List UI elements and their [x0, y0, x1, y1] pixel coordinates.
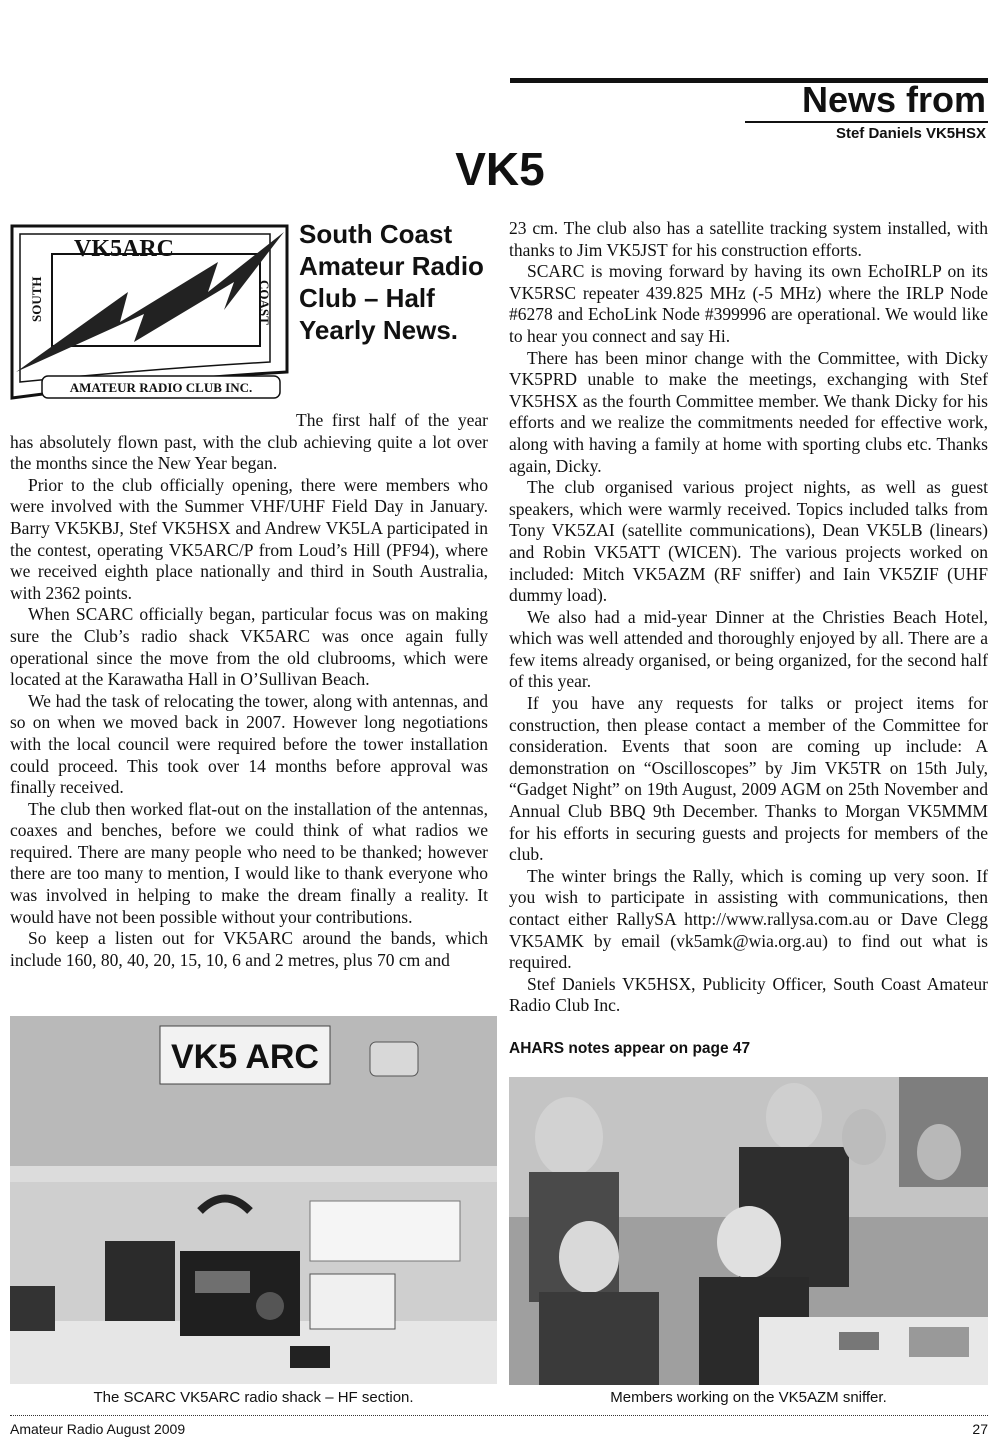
section-author: Stef Daniels VK5HSX — [835, 125, 986, 142]
shack-sign-text: VK5 ARC — [171, 1038, 319, 1076]
paragraph: If you have any requests for talks or project items for construction, then please contact a member of the Committee for consideration. Events that soon are coming up include: A demonstration on “Oscilloscopes” by Jim VK5TR on 15th July, “Gadget Night” on 19th August, 2009 AGM on 25th November and Annual Club BBQ 9th December. Thanks to Morgan VK5MMM for his efforts in securing guests and projects for members of the club. — [509, 693, 988, 865]
photo-caption-left: The SCARC VK5ARC radio shack – HF section. — [93, 1389, 414, 1406]
section-title: News from — [801, 79, 986, 120]
header-rule-thin — [745, 121, 988, 123]
paragraph: The club organised various project nights, as well as guest speakers, which were warmly received. Topics included talks from Tony VK5ZAI (satellite communications), Dean VK5LB (linears) and Robin VK5ATT (WICEN). The various projects worked on included: Mitch VK5AZM (RF sniffer) and Iain VK5ZIF (UHF dummy load). — [509, 477, 988, 606]
logo-south: SOUTH — [29, 276, 44, 322]
article-title: South Coast Amateur Radio Club – Half Yearly News. — [299, 219, 484, 345]
right-column — [509, 218, 988, 1017]
division-title: VK5 — [455, 143, 545, 195]
paragraph: There has been minor change with the Committee, with Dicky VK5PRD unable to make the meetings, exchanging with Stef VK5HSX as the fourth Committee member. We thank Dicky for his efforts and we realize the commitments needed for effective work, along with having a family at home with sporting clubs etc. Thanks again, Dicky. — [509, 347, 988, 476]
paragraph: So keep a listen out for VK5ARC around the bands, which include 160, 80, 40, 20, 15, 10, 6 and 2 metres, plus 70 cm and — [10, 928, 488, 970]
photo-caption-right: Members working on the VK5AZM sniffer. — [610, 1389, 887, 1406]
club-logo — [8, 222, 291, 405]
logo-bottom-text: AMATEUR RADIO CLUB INC. — [69, 380, 253, 395]
author-signoff: Stef Daniels VK5HSX, Publicity Officer, South Coast Amateur Radio Club Inc. — [509, 973, 988, 1016]
paragraph: The club then worked flat-out on the installation of the antennas, coaxes and benches, before we could think of what radios we required. There are many people who need to be thanked; however there are too many to mention, I would like to thank everyone who was involved in helping to make the dream finally a reality. It would have not been possible without your contributions. — [10, 798, 488, 927]
radio-shack-photo — [10, 1016, 497, 1384]
paragraph: We had the task of relocating the tower, along with antennas, and so on when we moved back in 2007. However long negotiations with the local council were required before the tower installation could proceed. This took over 14 months before approval was finally received. — [10, 690, 488, 798]
paragraph: The first half of the year has absolutely flown past, with the club achieving quite a lot over the months since the New Year began. — [10, 410, 488, 474]
ahars-note: AHARS notes appear on page 47 — [509, 1040, 751, 1057]
paragraph: The winter brings the Rally, which is coming up very soon. If you wish to participate in assisting with communications, then contact either RallySA http://www.rallysa.com.au or Dave Clegg VK5AMK by email (vk5amk@wia.org.au) to find out what is required. — [509, 865, 988, 973]
left-column — [10, 410, 488, 971]
paragraph: SCARC is moving forward by having its own EchoIRLP on its VK5RSC repeater 439.825 MHz (-5 MHz) where the IRLP Node #6278 and EchoLink Node #399996 are operational. We would like to hear you connect and say Hi. — [509, 261, 988, 346]
members-photo — [509, 1077, 988, 1385]
footer-magazine: Amateur Radio August 2009 — [10, 1421, 186, 1437]
logo-coast: COAST — [257, 280, 272, 325]
logo-callsign: VK5ARC — [74, 236, 174, 262]
paragraph: We also had a mid-year Dinner at the Christies Beach Hotel, which was well attended and thoroughly enjoyed by all. There are a few items already organised, or being organized, for the second half of this year. — [509, 606, 988, 692]
footer-rule — [10, 1415, 988, 1416]
paragraph: When SCARC officially began, particular focus was on making sure the Club’s radio shack VK5ARC was once again fully operational since the move from the old clubrooms, which were located at the Karawatha Hall in O’Sullivan Beach. — [10, 604, 488, 690]
page-number: 27 — [972, 1421, 988, 1437]
paragraph: Prior to the club officially opening, there were members who were involved with the Summer VHF/UHF Field Day in January. Barry VK5KBJ, Stef VK5HSX and Andrew VK5LA participated in the contest, operating VK5ARC/P from Loud’s Hill (PF94), where we received eighth place nationally and third in South Australia, with 2362 points. — [10, 474, 488, 603]
paragraph-continuation: 23 cm. The club also has a satellite tracking system installed, with thanks to Jim VK5JST for his construction efforts. — [509, 218, 988, 260]
